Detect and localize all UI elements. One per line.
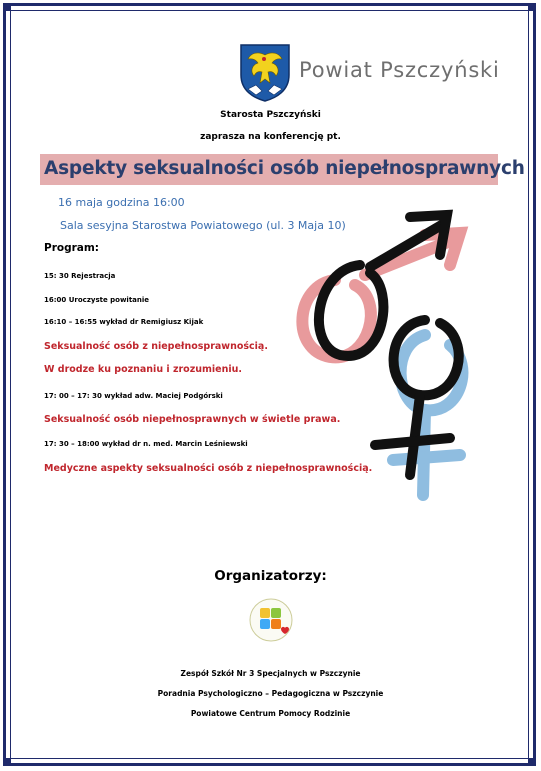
organizers-heading: Organizatorzy:	[214, 568, 327, 584]
agenda-item: 16:00 Uroczyste powitanie	[44, 296, 150, 304]
venue: Sala sesyjna Starostwa Powiatowego (ul. 3 Maja 10)	[60, 219, 346, 232]
agenda-item: 16:10 – 16:55 wykład dr Remigiusz Kijak	[44, 318, 204, 326]
date-time: 16 maja godzina 16:00	[58, 196, 185, 209]
lecture-topic: Medyczne aspekty seksualności osób z niepełnosprawnością.	[44, 463, 373, 474]
coat-of-arms-eagle-icon	[238, 43, 292, 107]
lecture-topic: W drodze ku poznaniu i zrozumieniu.	[44, 364, 242, 375]
agenda-item: 17: 30 – 18:00 wykład dr n. med. Marcin Leśniewski	[44, 440, 248, 448]
gender-symbols-illustration	[275, 205, 495, 514]
border-corner	[3, 758, 11, 766]
brand-name: Powiat Pszczyński	[299, 58, 500, 82]
organizer-line: Zespół Szkół Nr 3 Specjalnych w Pszczynie	[180, 669, 361, 678]
female-symbol-blue	[393, 335, 462, 495]
border-corner	[528, 3, 536, 11]
conference-title: Aspekty seksualności osób niepełnosprawnych	[44, 158, 525, 179]
host-line: Starosta Pszczyński	[220, 110, 321, 120]
program-label: Program:	[44, 242, 100, 254]
lecture-topic: Seksualność osób z niepełnosprawnością.	[44, 341, 268, 352]
puzzle-heart-logo-icon	[248, 597, 294, 647]
invitation-line: zaprasza na konferencję pt.	[200, 132, 341, 142]
border-corner	[3, 3, 11, 11]
agenda-item: 17: 00 – 17: 30 wykład adw. Maciej Podgórski	[44, 392, 223, 400]
lecture-topic: Seksualność osób niepełnosprawnych w świetle prawa.	[44, 414, 341, 425]
agenda-item: 15: 30 Rejestracja	[44, 272, 116, 280]
organizer-line: Poradnia Psychologiczno – Pedagogiczna w Pszczynie	[157, 689, 384, 698]
border-corner	[528, 758, 536, 766]
organizer-line: Powiatowe Centrum Pomocy Rodzinie	[190, 709, 351, 718]
